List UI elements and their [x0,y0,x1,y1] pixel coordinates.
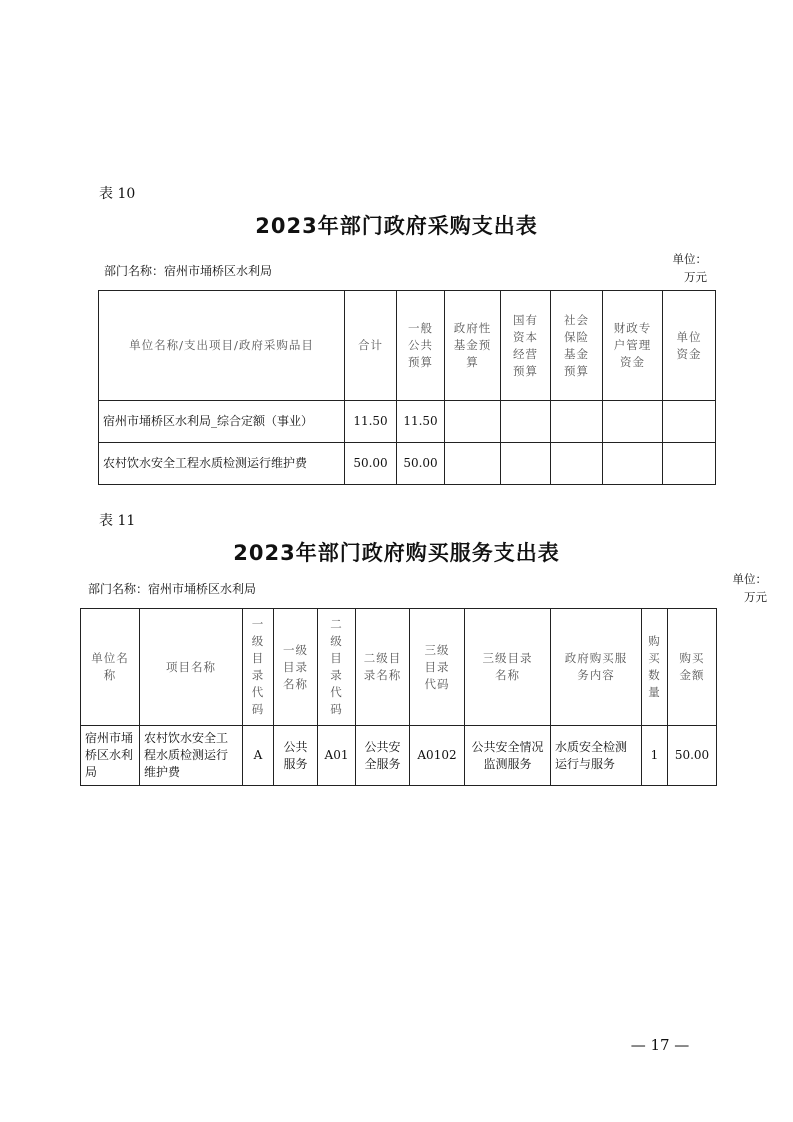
table10-header-cell: 单位名称/支出项目/政府采购品目 [99,291,345,401]
table11-header-cell: 二级目录代码 [318,609,356,726]
table11-header-cell: 三级目录名称 [465,609,551,726]
table10-cell: 农村饮水安全工程水质检测运行维护费 [99,443,345,485]
table11-header-row [81,609,717,726]
table11-header-cell: 一级目录代码 [243,609,274,726]
table10-unit [640,250,707,286]
table11-cell: 水质安全检测运行与服务 [551,726,642,786]
table10-cell [551,401,603,443]
page-number: — 17 — [630,1036,690,1054]
table11-cell: A01 [318,726,356,786]
table11-title: 2023年部门政府购买服务支出表 [233,541,560,565]
table10-cell: 11.50 [345,401,397,443]
table10-cell [445,443,501,485]
table10-header-row [99,291,716,401]
table10-label: 表 10 [99,186,136,202]
table10-cell [501,401,551,443]
table11-cell: A [243,726,274,786]
table11-header-cell: 一级目录名称 [274,609,318,726]
table10-dept-label: 部门名称：宿州市埇桥区水利局 [104,264,273,278]
table10-cell [663,443,716,485]
table-row [99,401,716,443]
table10-cell: 50.00 [345,443,397,485]
table11-label: 表 11 [99,513,136,529]
table10-cell [663,401,716,443]
table10-unit-line2: 万元 [684,270,707,284]
table11-cell: 公共服务 [274,726,318,786]
table10-cell: 宿州市埇桥区水利局_综合定额（事业） [99,401,345,443]
table10-cell: 11.50 [397,401,445,443]
table11-cell: 农村饮水安全工程水质检测运行维护费 [140,726,243,786]
table-row [99,443,716,485]
table11-dept-label: 部门名称：宿州市埇桥区水利局 [88,582,257,596]
table11-unit-line1: 单位： [732,572,767,586]
table10-header-cell: 合计 [345,291,397,401]
table11-header-cell: 二级目录名称 [356,609,410,726]
table10-header-cell: 单位资金 [663,291,716,401]
table11-cell: 宿州市埇桥区水利局 [81,726,140,786]
table11-cell: 50.00 [668,726,717,786]
table11-header-cell: 三级目录代码 [410,609,465,726]
table11-cell: A0102 [410,726,465,786]
table11-unit [700,570,767,606]
table10-title: 2023年部门政府采购支出表 [255,214,538,238]
table10-cell [445,401,501,443]
table10-cell [603,401,663,443]
table11-unit-line2: 万元 [744,590,767,604]
table11-header-cell: 购买金额 [668,609,717,726]
table10-cell [603,443,663,485]
table11-header-cell: 项目名称 [140,609,243,726]
table10-cell: 50.00 [397,443,445,485]
table11-header-cell: 购买数量 [642,609,668,726]
table10-unit-line1: 单位： [672,252,707,266]
table-row [81,726,717,786]
table10-header-cell: 政府性基金预算 [445,291,501,401]
table11-cell: 1 [642,726,668,786]
table11 [80,608,717,786]
table10-cell [501,443,551,485]
table11-header-cell: 政府购买服务内容 [551,609,642,726]
table10-header-cell: 社会保险基金预算 [551,291,603,401]
table10-header-cell: 财政专户管理资金 [603,291,663,401]
table11-cell: 公共安全服务 [356,726,410,786]
table11-cell: 公共安全情况监测服务 [465,726,551,786]
table11-header-cell: 单位名称 [81,609,140,726]
table10-header-cell: 国有资本经营预算 [501,291,551,401]
table10 [98,290,716,485]
table10-header-cell: 一般公共预算 [397,291,445,401]
table10-cell [551,443,603,485]
